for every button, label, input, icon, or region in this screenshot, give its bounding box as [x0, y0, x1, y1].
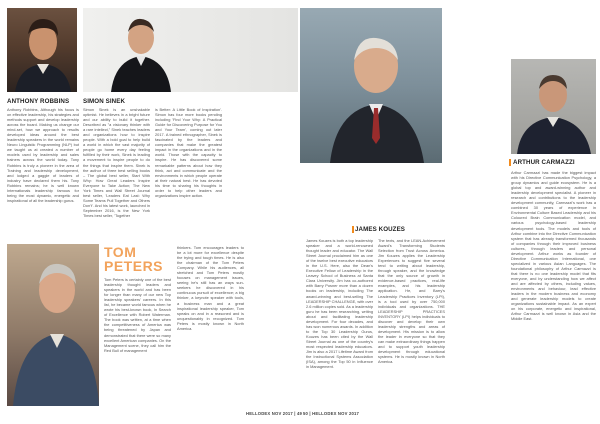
peters-name-line2: PETERS: [104, 258, 164, 274]
tom-peters-photo: [7, 244, 99, 406]
robbins-bio: Anthony Robbins, Although his focus is on effective leadership, his strategies and methods support and develop leadership across the board. Making us change our mind-set, how we approach to results developed ideas around the best leadership speakers in the world remains Neuro Linguistic Programming (NLP) but we taught us at created a number of models used by leadership and sales trainers across the world today. Tony Robbins is truly a pioneer in the area of Training and leadership development, and lodged a gaggle of leaders of industry have declared them his. Tony Robbins remains; he is well known Internationals leadership famous for being the most dynamic, energetic and inspirational of all the leadership gurus.: [7, 107, 79, 203]
right-page-footer: 50 | HELLODEX NOV 2017: [303, 411, 360, 416]
arthur-carmazzi-photo: [511, 59, 596, 154]
portrait-figure-icon: [83, 8, 298, 92]
sinek-name: SIMON SINEK: [83, 98, 126, 105]
sinek-bio-col2: is Better: A Little Book of Inspiration'. Simon has four more books pending including 'Find Your Why: A Practical Guide for Discovering Purpose for You and Your Team', coming out later 2017. A trained ethnographer, Sinek is fascinated by the leaders and companies that make the greatest impact in the organizations and in the world. Those with the capacity to inspire. He has discovered some remarkable patterns about how they think, act and communicate and the environments in which people operate at their natural best. He has devoted his time to sharing his thoughts in order to help other leaders and organizations inspire action.: [155, 107, 222, 198]
portrait-figure-icon: [7, 8, 77, 92]
carmazzi-name-accent: [509, 159, 511, 166]
carmazzi-bio: Arthur Carmazzi has made the biggest impact with his Directive Communication Psychology, a group dynamics and guide ecosystem. He is a global top and award-winning author and leadership development specialist. A pioneer in research and contributions to the leadership development community, Carmazzi's work has a combined 30 years of experience in Environmental Culture Based Leadership and his Coloured Brain Communication model, and various psychology-based leadership development tools. The models and tools of Arthur combine into the Directive Communication system that has already transformed thousands of companies through their improved business cultures, through leaders and personal development. Arthur works as founder of Directive Communication International, one specialized in various Asian Languages. The foundational philosophy of Arthur Carmazzi is that there is no one leadership model that fits everyone, and by understanding how we affect and are affected by others, including values, environments and behaviour, lead effective leaders in the modern business and economy and generate leadership models to create organizations sustainable impact. As an expert on his corporate, energetic and inspirational, Arthur Carmazzi is well known in Asia and the Middle East.: [511, 170, 596, 322]
robbins-name: ANTHONY ROBBINS: [7, 98, 70, 105]
peters-bio-col2: thinkers. Tom encourages leaders to be a lot more for excellence despite the trying and tough times. He is also the chairman of the Tom Peters Company. While his audiences, all stretched and Tom Peters mostly focuses on management issues, seeing he's still has an ways sun-seekers he discovered in his continuous pursuit of excellence; a big thinker, a keynote speaker with tools, a business man and a great inspirational leadership speaker, Tom speaks on and in a reasoned and is unquestionably in recognized. Tom Peters is mostly known in North America.: [177, 245, 244, 331]
kouzes-bio-col1: James Kouzes is both a top leadership speaker and a world-renowned thought leader and educator. The Wall Street Journal proclaimed him as one of the twelve best executive educators in the U.S. Here, also the Dean's Executive Fellow of Leadership in the Leavey School of Business at Santa Clara University. Jim has co-authored with Barry Posner more than a dozen books on leadership, including The award-winning and best-selling The LEADERSHIP CHALLENGE, with over 2.6 million copies sold. As a leadership guru he has been researching, writing about and facilitating leadership development. For four decades, and has won numerous awards. In addition to the Top 30 Leadership Gurus, Kouzes has been cited by the Wall Street Journal as one of the country's most respected leadership educators. Jim is also a 2017 Lifetime Award from the Instructional Systems Association (ISA), among the Top 50 in Influence in Management.: [306, 238, 373, 370]
carmazzi-name: ARTHUR CARMAZZI: [513, 159, 575, 166]
kouzes-bio-col2: The texts, and the LEAN-Achievement Award's Transforming Students Selection from Trust Across America. Jim Kouzes applies the Leadership Experiences to suggest five several tend to writing about leadership, through speaker, and the knowledge that the only source of growth in evidence-based practices, real-life examples, and his leadership application. He, and Barry's Leadership Practices Inventory (LPI), is a tool used by over 750,000 individuals and organizations. THE LEADERSHIP PRACTICES INVENTORY (LPI) helps individuals to discover and develop their own leadership strengths and areas of development. His mission is to allow the leader in everyone so that they can make extraordinary things happen and to support youth leadership development through educational systems. He is mostly known in North America.: [378, 238, 445, 365]
left-page-footer: HELLODEX NOV 2017 | 49: [246, 411, 303, 416]
peters-bio-col1: Tom Peters is certainly one of the best leadership thought leaders and speakers in the world and has been for longer than many of our new Top leadership speakers' careers. In this list, he became world famous when he wrote his best-known book, In Search of Excellence with Robert Waterman. The book was written, at a time when the competitiveness of America was being threatened by Japan and demonstrated that there were so many excellent American companies. On the Management scene, they call him the Red Bull of management: [104, 277, 171, 353]
peters-name-line1: TOM: [104, 244, 137, 260]
portrait-figure-icon: [300, 8, 442, 163]
sinek-bio-col1: Simon Sinek is an unshakable optimist. He believes in a bright future and our ability to build it together. Described as "a visionary thinker with a rare intellect," Sinek teaches leaders and organizations how to inspire people. With a bold goal to help build a world in which the vast majority of people go home every day feeling fulfilled by their work, Sinek is leading a movement to inspire people to do the things that inspire them. Sinek is the author of three best selling books – The global best seller, Start With Why: How Great Leaders Inspire Everyone to Take Action; The New York Times and Wall Street Journal best seller, 'Leaders Eat Last: Why Some Teams Pull Together and Others Don't'. And his latest work, launched in September 2016, is the New York Times best seller, 'Together: [83, 107, 150, 218]
kouzes-name-accent: [352, 226, 354, 233]
portrait-figure-icon: [7, 244, 99, 406]
portrait-figure-icon: [511, 59, 596, 154]
james-kouzes-photo: [300, 8, 442, 163]
simon-sinek-photo: [83, 8, 298, 92]
anthony-robbins-photo: [7, 8, 77, 92]
kouzes-name: JAMES KOUZES: [355, 226, 406, 233]
